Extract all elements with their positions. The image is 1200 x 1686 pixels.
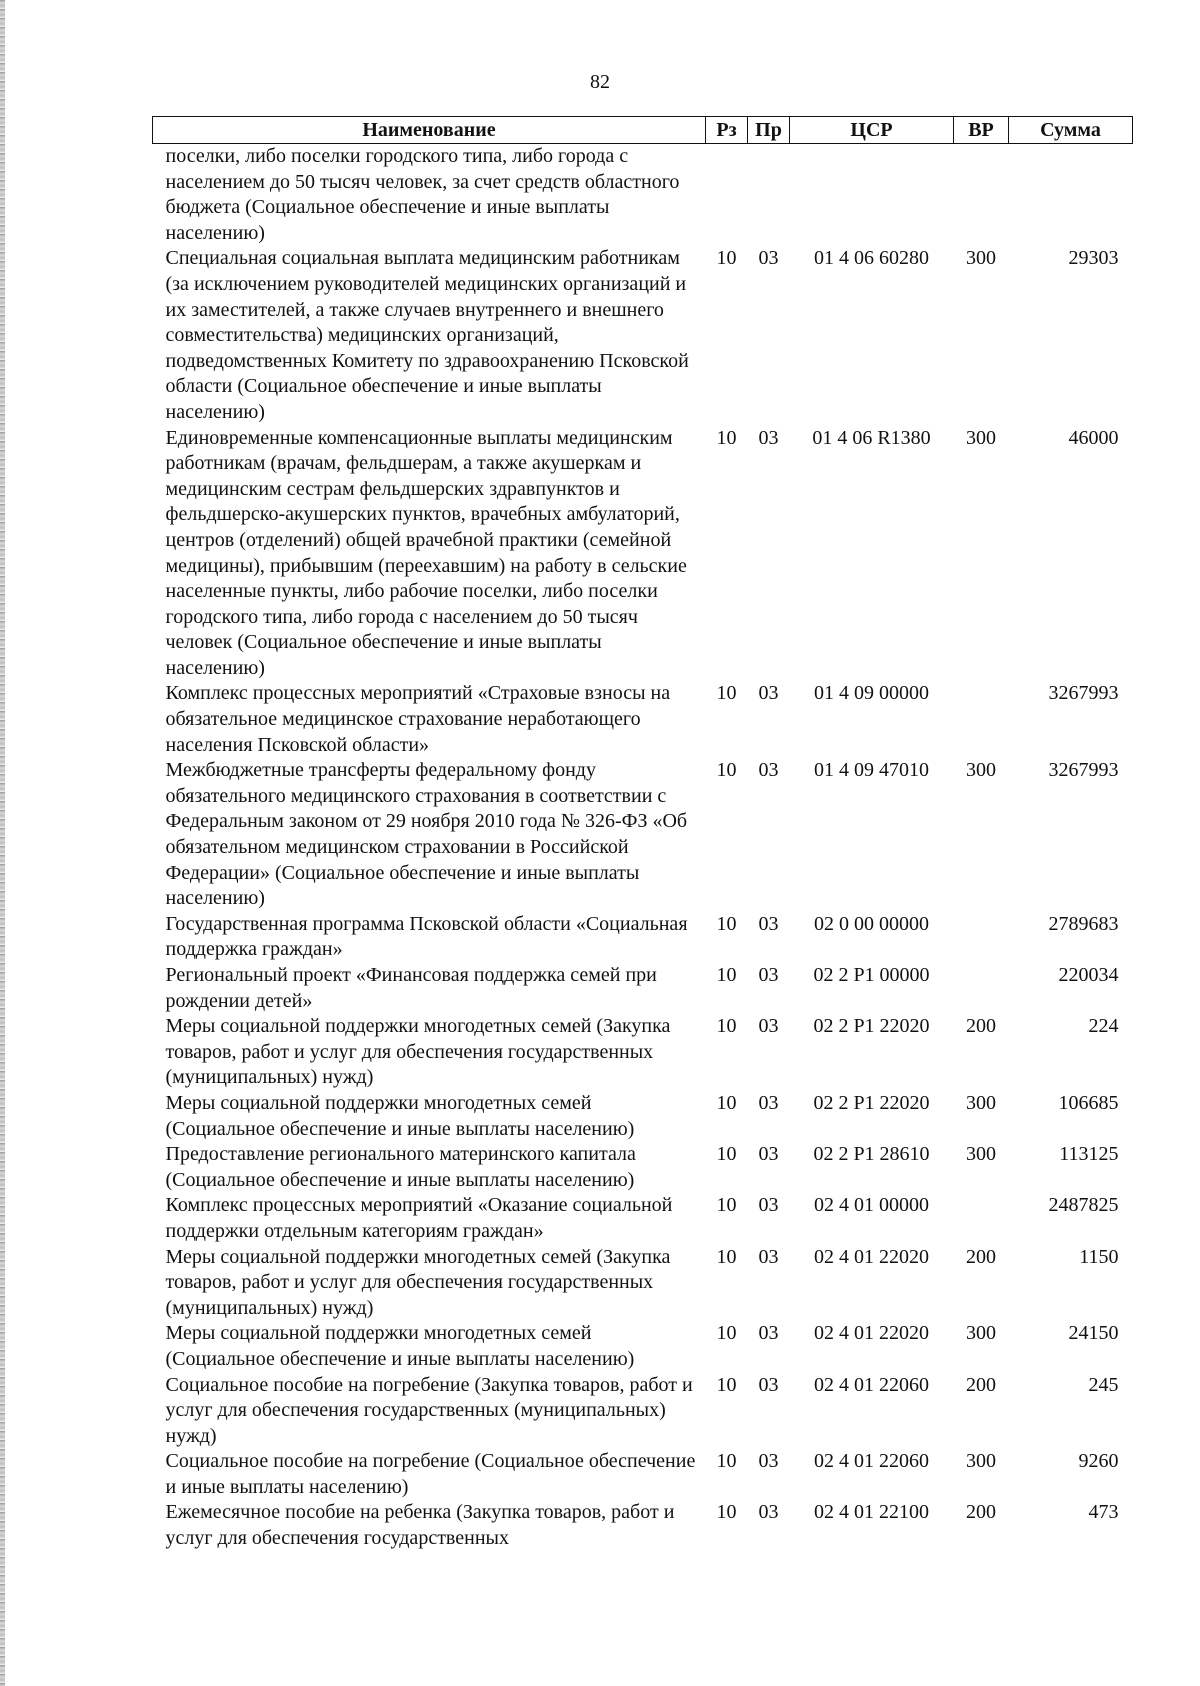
header-rz: Рз [706, 117, 748, 144]
cell-sum: 29303 [1068, 247, 1119, 270]
cell-pr: 03 [758, 1501, 779, 1524]
cell-rz: 10 [716, 1091, 737, 1114]
cell-name: Специальная социальная выплата медицинским работникам (за исключением руководителей медицинских организаций и их заместителей, а также случаев внутреннего и внешнего совместительства) медицинских организаций, подведомственных Комитету по здравоохранению Псковской области (Социальное обеспечение и иные выплаты населению) [165, 247, 689, 423]
table-row [153, 144, 1133, 247]
cell-rz: 10 [716, 1245, 737, 1268]
cell-pr: 03 [758, 1322, 779, 1345]
cell-vr [954, 681, 1009, 758]
cell-csr: 02 4 01 00000 [814, 1194, 929, 1217]
cell-vr [954, 963, 1009, 1014]
cell-pr: 03 [758, 1450, 779, 1473]
cell-rz: 10 [716, 759, 737, 782]
cell-vr: 200 [966, 1501, 996, 1524]
cell-vr: 300 [966, 1322, 996, 1345]
cell-sum: 46000 [1068, 426, 1119, 449]
table-row [153, 1500, 1133, 1551]
cell-sum: 245 [1088, 1373, 1119, 1396]
cell-vr: 300 [966, 426, 996, 449]
table-row [153, 246, 1133, 425]
cell-pr: 03 [758, 1015, 779, 1038]
cell-csr: 02 0 00 00000 [814, 912, 929, 935]
cell-vr: 200 [966, 1245, 996, 1268]
cell-rz: 10 [716, 964, 737, 986]
cell-rz: 10 [716, 247, 737, 270]
cell-vr: 300 [966, 1091, 996, 1114]
table-row [153, 1091, 1133, 1142]
cell-pr: 03 [758, 682, 779, 705]
table-header-row [153, 117, 1133, 144]
table-row [153, 758, 1133, 912]
cell-name: Комплекс процессных мероприятий «Страховые взносы на обязательное медицинское страхование неработающего населения Псковской области» [165, 682, 671, 756]
cell-name: Межбюджетные трансферты федеральному фонду обязательного медицинского страхования в соответствии с Федеральным законом от 29 ноября 2010 года № 326-ФЗ «Об обязательном медицинском страховании в Российской Федерации» (Социальное обеспечение и иные выплаты населению) [165, 759, 688, 910]
cell-name: Ежемесячное пособие на ребенка (Закупка товаров, работ и услуг для обеспечения государственных [165, 1501, 675, 1550]
cell-pr: 03 [758, 1245, 779, 1268]
cell-csr: 02 4 01 22020 [814, 1245, 929, 1268]
cell-rz [706, 144, 748, 247]
table-row [153, 963, 1133, 1014]
table-row [153, 681, 1133, 758]
header-sum: Сумма [1009, 117, 1133, 144]
cell-name: Единовременные компенсационные выплаты медицинским работникам (врачам, фельдшерам, а также акушеркам и медицинским сестрам фельдшерских здравпунктов и фельдшерско-акушерских пунктов, врачебных амбулаторий, центров (отделений) общей врачебной практики (семейной медицины), прибывшим (переехавшим) на работу в сельские населенные пункты, либо рабочие поселки, либо поселки городского типа, либо города с населением до 50 тысяч человек (Социальное обеспечение и иные выплаты населению) [165, 426, 687, 679]
cell-sum: 24150 [1068, 1322, 1119, 1345]
cell-pr: 03 [758, 759, 779, 782]
cell-csr: 02 4 01 22020 [814, 1322, 929, 1345]
cell-vr: 300 [966, 247, 996, 270]
cell-vr: 300 [966, 1143, 996, 1166]
cell-csr: 02 4 01 22060 [814, 1373, 929, 1396]
cell-sum: 2487825 [1048, 1194, 1119, 1217]
table-row [153, 1321, 1133, 1372]
cell-pr: 03 [758, 1091, 779, 1114]
table-row [153, 1014, 1133, 1091]
cell-pr: 03 [758, 964, 779, 986]
header-pr: Пр [748, 117, 790, 144]
cell-sum: 3267993 [1048, 759, 1119, 782]
cell-csr: 02 2 P1 22020 [813, 1015, 930, 1038]
table-row [153, 1449, 1133, 1500]
cell-sum: 220034 [1058, 964, 1119, 986]
cell-vr [954, 144, 1009, 247]
table-body [153, 144, 1133, 1552]
cell-csr: 02 4 01 22060 [814, 1450, 929, 1473]
cell-pr: 03 [758, 912, 779, 935]
cell-name: Комплекс процессных мероприятий «Оказание социальной поддержки отдельным категориям граждан» [165, 1194, 673, 1242]
cell-vr: 300 [966, 759, 996, 782]
cell-pr: 03 [758, 1373, 779, 1396]
cell-sum: 224 [1088, 1015, 1119, 1038]
cell-vr: 300 [966, 1450, 996, 1473]
cell-sum: 473 [1088, 1501, 1119, 1524]
table-row [153, 426, 1133, 682]
cell-csr: 02 2 P1 28610 [813, 1143, 930, 1166]
cell-rz: 10 [716, 1194, 737, 1217]
cell-sum: 3267993 [1048, 682, 1119, 705]
page-number: 82 [590, 71, 610, 93]
cell-csr: 01 4 09 47010 [814, 759, 929, 782]
header-name: Наименование [153, 117, 706, 144]
scan-edge [0, 0, 5, 1686]
cell-rz: 10 [716, 1501, 737, 1524]
cell-csr [790, 144, 954, 247]
cell-rz: 10 [716, 682, 737, 705]
cell-csr: 01 4 06 R1380 [812, 426, 931, 449]
cell-sum: 2789683 [1048, 912, 1119, 935]
cell-sum: 113125 [1059, 1143, 1119, 1166]
cell-name: Социальное пособие на погребение (Закупка товаров, работ и услуг для обеспечения государственных (муниципальных) нужд) [165, 1373, 693, 1447]
cell-csr: 02 2 P1 00000 [813, 964, 930, 986]
cell-csr: 01 4 06 60280 [814, 247, 929, 270]
cell-name: Меры социальной поддержки многодетных семей (Социальное обеспечение и иные выплаты населению) [165, 1322, 635, 1370]
cell-vr: 200 [966, 1015, 996, 1038]
header-vr: ВР [954, 117, 1009, 144]
cell-rz: 10 [716, 912, 737, 935]
cell-name: Меры социальной поддержки многодетных семей (Закупка товаров, работ и услуг для обеспечения государственных (муниципальных) нужд) [165, 1245, 671, 1319]
cell-sum: 9260 [1078, 1450, 1119, 1473]
header-csr: ЦСР [790, 117, 954, 144]
cell-sum: 106685 [1058, 1091, 1119, 1114]
cell-csr: 02 4 01 22100 [814, 1501, 929, 1524]
cell-vr: 200 [966, 1373, 996, 1396]
budget-table [152, 116, 1133, 1552]
cell-pr: 03 [758, 426, 779, 449]
cell-name: Меры социальной поддержки многодетных семей (Социальное обеспечение и иные выплаты населению) [165, 1091, 635, 1140]
table-row [153, 1373, 1133, 1450]
table-row [153, 1245, 1133, 1322]
cell-name: Социальное пособие на погребение (Социальное обеспечение и иные выплаты населению) [165, 1450, 696, 1498]
cell-rz: 10 [716, 1373, 737, 1396]
cell-name: Государственная программа Псковской области «Социальная поддержка граждан» [165, 912, 688, 961]
cell-name: Региональный проект «Финансовая поддержка семей при рождении детей» [165, 964, 657, 1012]
cell-name: поселки, либо поселки городского типа, либо города с населением до 50 тысяч человек, за счет средств областного бюджета (Социальное обеспечение и иные выплаты населению) [165, 145, 680, 244]
cell-rz: 10 [716, 1450, 737, 1473]
cell-pr: 03 [758, 1194, 779, 1217]
cell-rz: 10 [716, 1015, 737, 1038]
table-row [153, 1142, 1133, 1193]
cell-rz: 10 [716, 1322, 737, 1345]
cell-csr: 02 2 P1 22020 [813, 1091, 930, 1114]
cell-pr: 03 [758, 247, 779, 270]
cell-pr [748, 144, 790, 247]
cell-sum [1009, 144, 1133, 247]
cell-pr: 03 [758, 1143, 779, 1166]
cell-csr: 01 4 09 00000 [814, 682, 929, 705]
table-row [153, 1193, 1133, 1244]
cell-name: Предоставление регионального материнского капитала (Социальное обеспечение и иные выплаты населению) [165, 1143, 636, 1191]
cell-rz: 10 [716, 426, 737, 449]
cell-sum: 1150 [1079, 1245, 1119, 1268]
table-row [153, 912, 1133, 963]
cell-rz: 10 [716, 1143, 737, 1166]
cell-name: Меры социальной поддержки многодетных семей (Закупка товаров, работ и услуг для обеспечения государственных (муниципальных) нужд) [165, 1015, 671, 1089]
cell-vr [954, 912, 1009, 963]
cell-vr [954, 1193, 1009, 1244]
